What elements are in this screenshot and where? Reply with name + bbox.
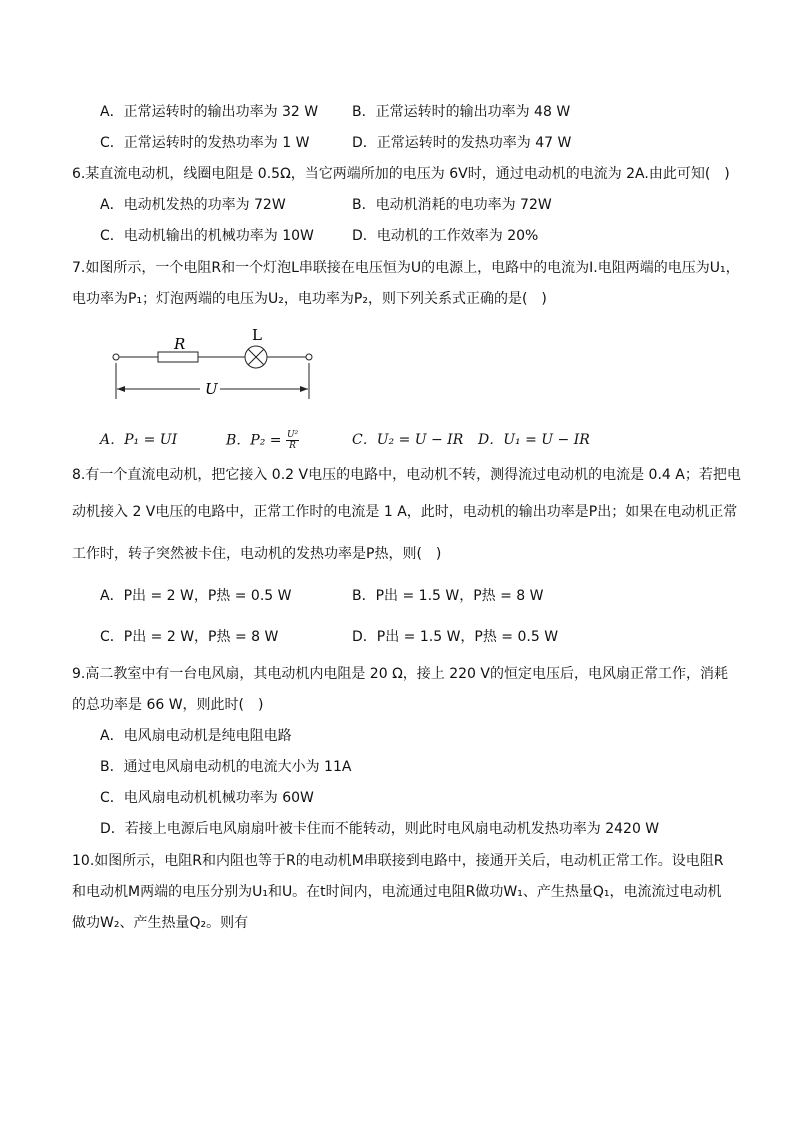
q9-stem-line2: 的总功率是 66 W，则此时( ) — [72, 697, 264, 713]
q7-option-b-denominator: R — [289, 441, 296, 451]
q7-option-b-numerator: U² — [286, 430, 299, 440]
q7-option-b — [226, 430, 299, 451]
q7-stem-line2: 电功率为P₁；灯泡两端的电压为U₂，电功率为P₂，则下列关系式正确的是( ) — [72, 291, 547, 307]
q7-option-b-fraction — [286, 430, 299, 451]
series-circuit-diagram — [110, 325, 320, 405]
q7-option-c: C．U₂ = U − IR — [352, 432, 464, 448]
q10-stem-line1: 10.如图所示，电阻R和内阻也等于R的电动机M串联接到电路中，接通开关后，电动机正常工作。设电阻R — [72, 853, 724, 869]
q9-option-a: A．电风扇电动机是纯电阻电路 — [100, 728, 292, 744]
q6-option-c: C．电动机输出的机械功率为 10W — [100, 228, 314, 244]
q9-option-c: C．电风扇电动机机械功率为 60W — [100, 790, 314, 806]
q7-option-a: A．P₁ = UI — [100, 432, 178, 448]
q6-option-d: D．电动机的工作效率为 20% — [352, 228, 539, 244]
q5-option-b: B．正常运转时的输出功率为 48 W — [352, 104, 571, 120]
q7-stem-line1: 7.如图所示，一个电阻R和一个灯泡L串联接在电压恒为U的电源上，电路中的电流为I.电阻两端的电压为U₁， — [72, 260, 740, 276]
q8-option-c: C．P出 = 2 W，P热 = 8 W — [100, 629, 279, 645]
q7-option-d: D．U₁ = U − IR — [478, 432, 590, 448]
resistor-label: R — [174, 335, 186, 353]
q8-option-d: D．P出 = 1.5 W，P热 = 0.5 W — [352, 629, 559, 645]
right-terminal — [306, 354, 312, 360]
q8-stem-line2: 动机接入 2 V电压的电路中，正常工作时的电流是 1 A，此时，电动机的输出功率是P出；如果在电动机正常 — [72, 504, 738, 520]
q8-stem-line3: 工作时，转子突然被卡住，电动机的发热功率是P热，则( ) — [72, 546, 442, 562]
q5-option-c: C．正常运转时的发热功率为 1 W — [100, 135, 310, 151]
q8-option-a: A．P出 = 2 W，P热 = 0.5 W — [100, 588, 292, 604]
lamp-label: L — [252, 326, 262, 344]
q5-option-a: A．正常运转时的输出功率为 32 W — [100, 104, 319, 120]
q8-stem-line1: 8.有一个直流电动机，把它接入 0.2 V电压的电路中，电动机不转，测得流过电动机的电流是 0.4 A；若把电 — [72, 467, 741, 483]
q10-stem-line2: 和电动机M两端的电压分别为U₁和U。在t时间内，电流通过电阻R做功W₁、产生热量Q₁，电流流过电动机 — [72, 884, 722, 900]
q9-option-d: D．若接上电源后电风扇扇叶被卡住而不能转动，则此时电风扇电动机发热功率为 2420 W — [100, 821, 660, 837]
voltage-label: U — [205, 380, 218, 398]
q8-option-b: B．P出 = 1.5 W，P热 = 8 W — [352, 588, 544, 604]
q9-option-b: B．通过电风扇电动机的电流大小为 11A — [100, 759, 352, 775]
q9-stem-line1: 9.高二教室中有一台电风扇，其电动机内电阻是 20 Ω，接上 220 V的恒定电压后，电风扇正常工作，消耗 — [72, 666, 728, 682]
q6-option-a: A．电动机发热的功率为 72W — [100, 197, 286, 213]
q5-option-d: D．正常运转时的发热功率为 47 W — [352, 135, 572, 151]
q6-stem: 6.某直流电动机，线圈电阻是 0.5Ω，当它两端所加的电压为 6V时，通过电动机的电流为 2A.由此可知( ) — [72, 166, 730, 182]
q10-stem-line3: 做功W₂、产生热量Q₂。则有 — [72, 915, 249, 931]
resistor-symbol — [158, 352, 198, 362]
q6-option-b: B．电动机消耗的电功率为 72W — [352, 197, 552, 213]
left-terminal — [113, 354, 119, 360]
q7-option-b-prefix: B．P₂ = — [226, 432, 282, 449]
